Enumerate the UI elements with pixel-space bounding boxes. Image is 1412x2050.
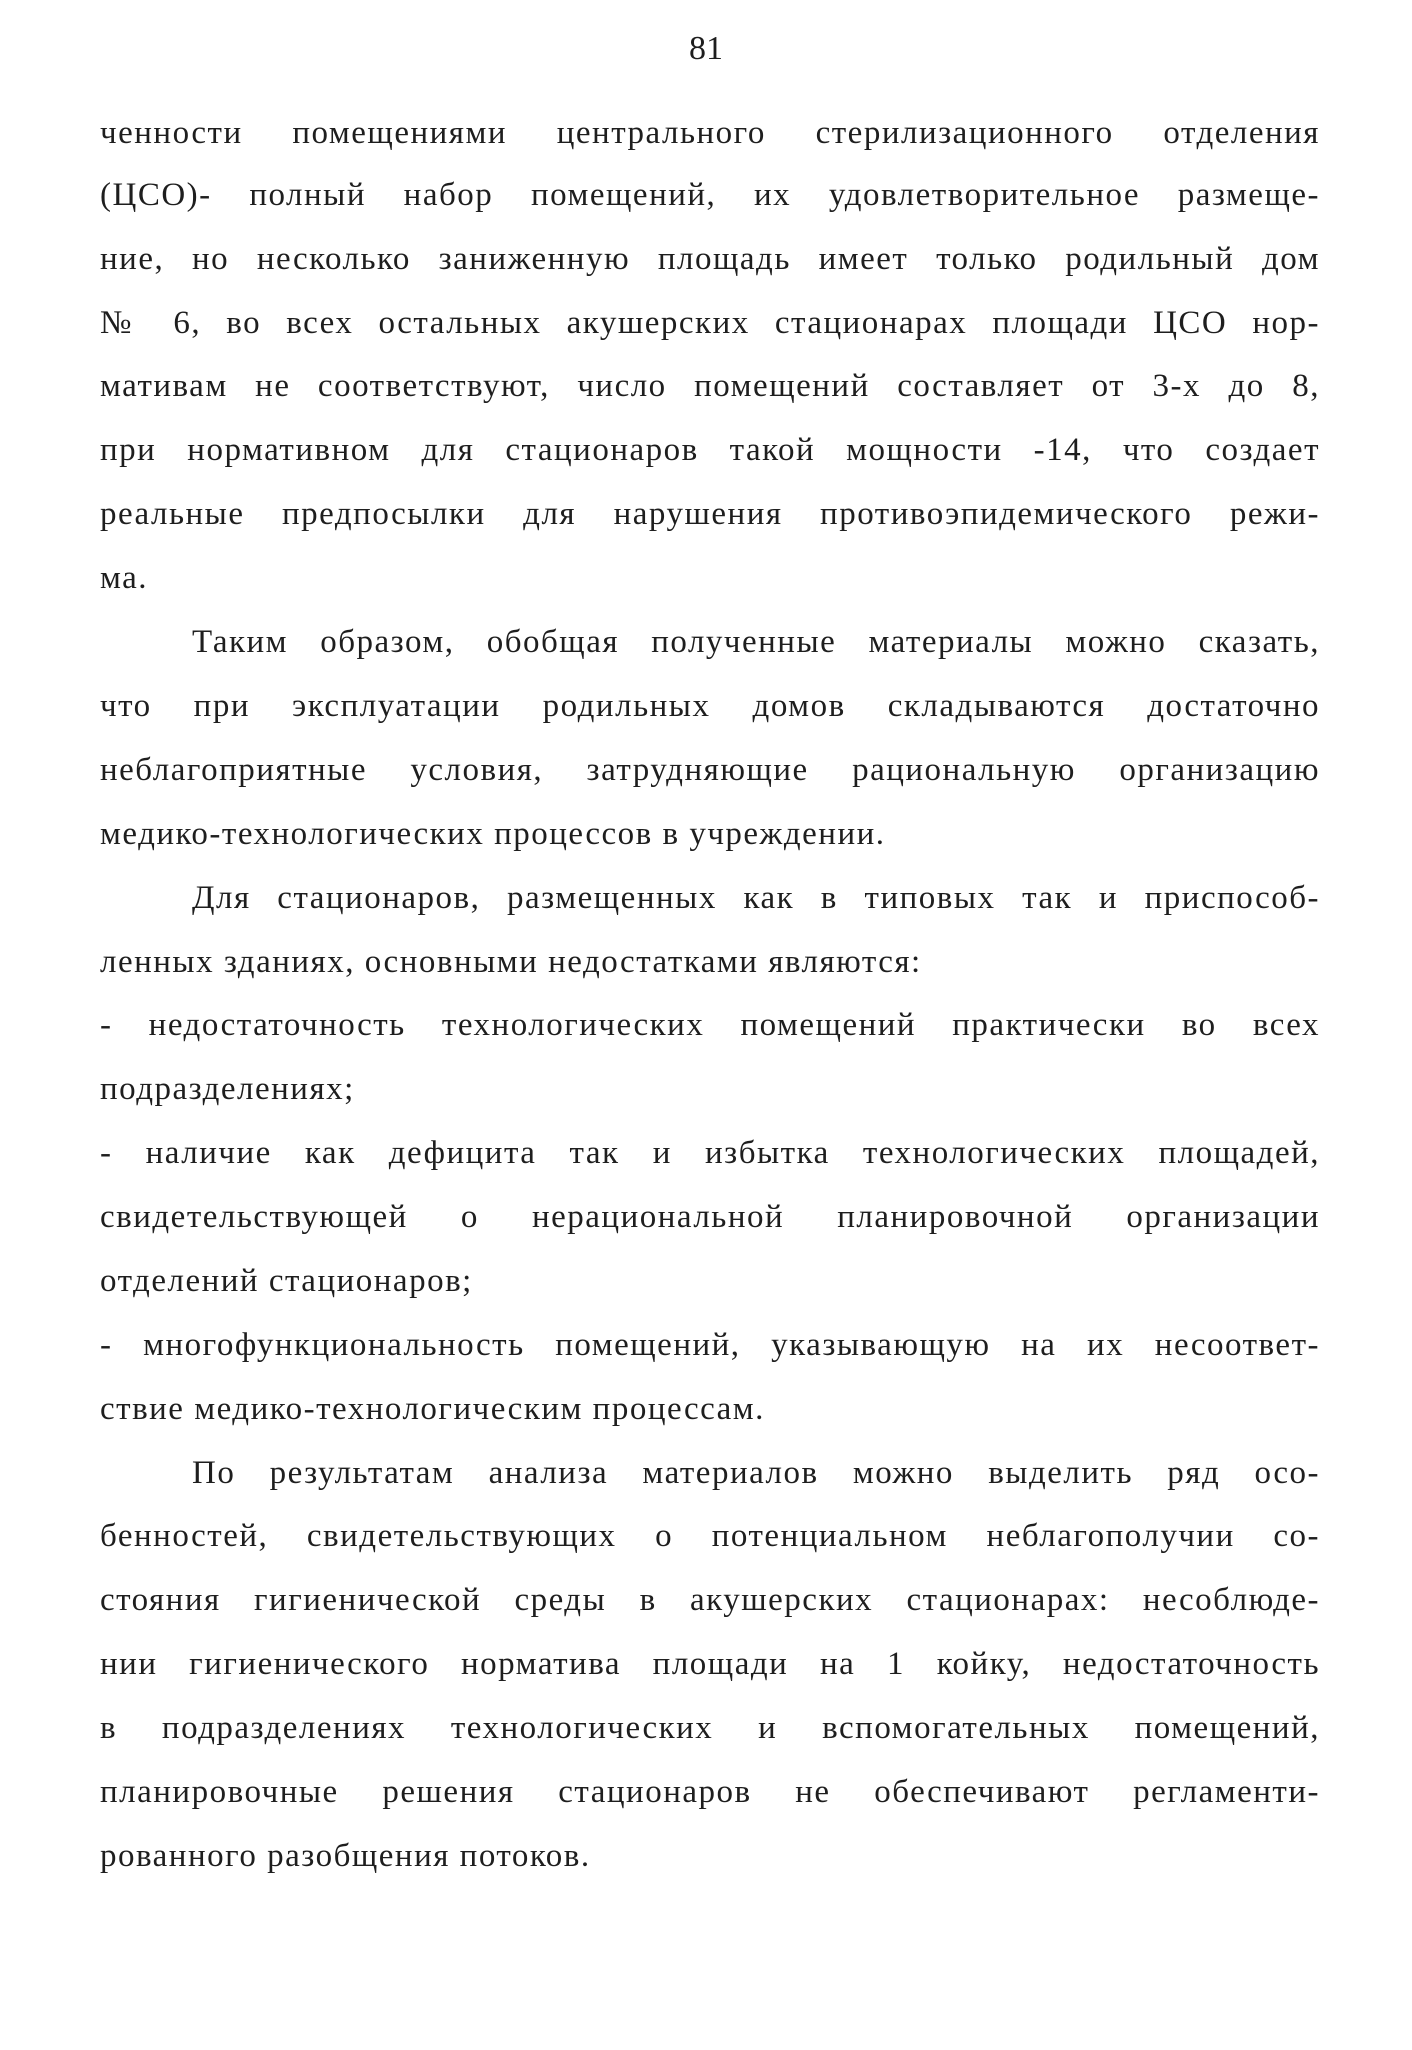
text-line: ние, но несколько заниженную площадь имеет только родильный дом	[100, 241, 1320, 277]
list-item: - многофункциональность помещений, указывающую на их несоответ-	[100, 1327, 1320, 1363]
text-line: реальные предпосылки для нарушения противоэпидемического режи-	[100, 496, 1320, 532]
text-line: в подразделениях технологических и вспомогательных помещений,	[100, 1710, 1320, 1746]
text-line: отделений стационаров;	[100, 1263, 473, 1299]
text-line: при нормативном для стационаров такой мощности -14, что создает	[100, 432, 1320, 468]
text-line: свидетельствующей о нерациональной планировочной организации	[100, 1199, 1320, 1235]
text-line: что при эксплуатации родильных домов складываются достаточно	[100, 688, 1320, 724]
text-line: Таким образом, обобщая полученные материалы можно сказать,	[192, 624, 1320, 660]
text-line: медико-технологических процессов в учреждении.	[100, 816, 886, 852]
text-line: По результатам анализа материалов можно выделить ряд осо-	[192, 1455, 1320, 1491]
list-item: - наличие как дефицита так и избытка технологических площадей,	[100, 1135, 1320, 1171]
text-line: ленных зданиях, основными недостатками являются:	[100, 944, 922, 980]
text-line: бенностей, свидетельствующих о потенциальном неблагополучии со-	[100, 1518, 1320, 1554]
text-line: № 6, во всех остальных акушерских стационарах площади ЦСО нор-	[100, 305, 1320, 341]
text-line: планировочные решения стационаров не обеспечивают регламенти-	[100, 1774, 1320, 1810]
text-line: нии гигиенического норматива площади на 1 койку, недостаточность	[100, 1646, 1320, 1682]
text-line: рованного разобщения потоков.	[100, 1838, 591, 1874]
page-number: 81	[689, 30, 723, 67]
text-line: Для стационаров, размещенных как в типовых так и приспособ-	[192, 880, 1320, 916]
text-line: неблагоприятные условия, затрудняющие рациональную организацию	[100, 752, 1320, 788]
text-line: ма.	[100, 560, 149, 596]
text-line: подразделениях;	[100, 1071, 355, 1107]
text-line: (ЦСО)- полный набор помещений, их удовлетворительное размеще-	[100, 177, 1320, 213]
text-line: стояния гигиенической среды в акушерских стационарах: несоблюде-	[100, 1582, 1320, 1618]
list-item: - недостаточность технологических помещений практически во всех	[100, 1007, 1320, 1043]
text-line: ченности помещениями центрального стерилизационного отделения	[100, 115, 1320, 151]
text-line: ствие медико-технологическим процессам.	[100, 1391, 765, 1427]
text-line: мативам не соответствуют, число помещений составляет от 3-х до 8,	[100, 368, 1320, 404]
